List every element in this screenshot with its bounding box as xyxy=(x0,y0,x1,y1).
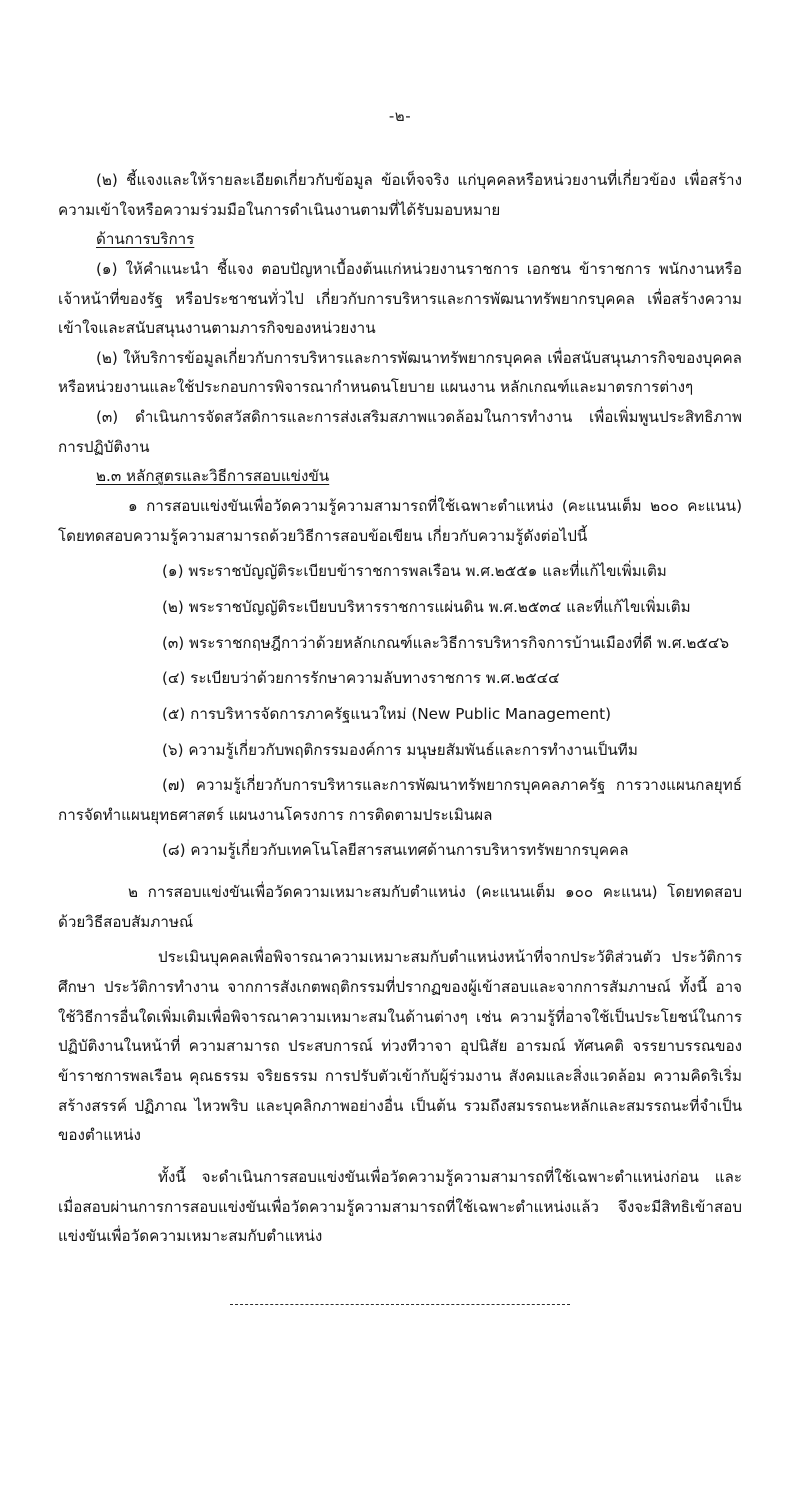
heading-exam-curriculum-label: ๒.๓ หลักสูตรและวิธีการสอบแข่งขัน xyxy=(96,467,330,486)
paragraph-service-1: (๑) ให้คำแนะนำ ชี้แจง ตอบปัญหาเบื้องต้นแก่หน่วยงานราชการ เอกชน ข้าราชการ พนักงานหรือเจ้าหน้าที่ของรัฐ หรือประชาชนทั่วไป เกี่ยวกับการบริหารและการพัฒนาทรัพยากรบุคคล เพื่อสร้างความเข้าใจและสนับสนุนงานตามภารกิจของหน่วยงาน xyxy=(58,259,742,338)
list-item-subject-5: (๕) การบริหารจัดการภาครัฐแนวใหม่ (New Public Management) xyxy=(162,704,612,723)
paragraph-exam-part-1: ๑ การสอบแข่งขันเพื่อวัดความรู้ความสามารถที่ใช้เฉพาะตำแหน่ง (คะแนนเต็ม ๒๐๐ คะแนน) โดยทดสอบความรู้ความสามารถด้วยวิธีการสอบข้อเขียน เกี่ยวกับความรู้ดังต่อไปนี้ xyxy=(58,497,742,545)
paragraph-duty-2: (๒) ชี้แจงและให้รายละเอียดเกี่ยวกับข้อมูล ข้อเท็จจริง แก่บุคคลหรือหน่วยงานที่เกี่ยวข้อง เพื่อสร้างความเข้าใจหรือความร่วมมือในการดำเนินงานตามที่ได้รับมอบหมาย xyxy=(58,171,742,219)
spacer xyxy=(58,866,742,878)
paragraph-interview-criteria: ประเมินบุคคลเพื่อพิจารณาความเหมาะสมกับตำแหน่งหน้าที่จากประวัติส่วนตัว ประวัติการศึกษา ประวัติการทำงาน จากการสังเกตพฤติกรรมที่ปรากฏของผู้เข้าสอบและจากการสัมภาษณ์ ทั้งนี้ อาจใช้วิธีการอื่นใดเพิ่มเติมเพื่อพิจารณาความเหมาะสมในด้านต่างๆ เช่น ความรู้ที่อาจใช้เป็นประโยชน์ในการปฏิบัติงานในหน้าที่ ความสามารถ ประสบการณ์ ท่วงทีวาจา อุปนิสัย อารมณ์ ทัศนคติ จรรยาบรรณของข้าราชการพลเรือน คุณธรรม จริยธรรม การปรับตัวเข้ากับผู้ร่วมงาน สังคมและสิ่งแวดล้อม ความคิดริเริ่มสร้างสรรค์ ปฏิภาณ ไหวพริบ และบุคลิกภาพอย่างอื่น เป็นต้น รวมถึงสมรรถนะหลักและสมรรถนะที่จำเป็นของตำแหน่ง xyxy=(58,948,742,1145)
list-item-subject-6: (๖) ความรู้เกี่ยวกับพฤติกรรมองค์การ มนุษยสัมพันธ์และการทำงานเป็นทีม xyxy=(162,740,638,759)
list-item-subject-2: (๒) พระราชบัญญัติระเบียบบริหารราชการแผ่นดิน พ.ศ.๒๕๓๔ และที่แก้ไขเพิ่มเติม xyxy=(162,597,691,616)
paragraph-service-3: (๓) ดำเนินการจัดสวัสดิการและการส่งเสริมสภาพแวดล้อมในการทำงาน เพื่อเพิ่มพูนประสิทธิภาพการปฏิบัติงาน xyxy=(58,408,742,456)
document-body xyxy=(58,166,742,1305)
list-item-subject-1: (๑) พระราชบัญญัติระเบียบข้าราชการพลเรือน พ.ศ.๒๕๕๑ และที่แก้ไขเพิ่มเติม xyxy=(162,562,667,581)
heading-exam-curriculum xyxy=(58,462,742,492)
paragraph-service-2: (๒) ให้บริการข้อมูลเกี่ยวกับการบริหารและการพัฒนาทรัพยากรบุคคล เพื่อสนับสนุนภารกิจของบุคคลหรือหน่วยงานและใช้ประกอบการพิจารณากำหนดนโยบาย แผนงาน หลักเกณฑ์และมาตรการต่างๆ xyxy=(58,348,742,397)
list-item-subject-8: (๘) ความรู้เกี่ยวกับเทคโนโลยีสารสนเทศด้านการบริหารทรัพยากรบุคคล xyxy=(162,841,629,860)
page-number: -๒- xyxy=(388,107,412,125)
spacer xyxy=(58,1151,742,1163)
section-divider xyxy=(230,1304,570,1305)
paragraph-exam-part-2: ๒ การสอบแข่งขันเพื่อวัดความเหมาะสมกับตำแหน่ง (คะแนนเต็ม ๑๐๐ คะแนน) โดยทดสอบด้วยวิธีสอบสัมภาษณ์ xyxy=(58,883,742,931)
heading-service-section xyxy=(58,225,742,255)
list-item-subject-7: (๗) ความรู้เกี่ยวกับการบริหารและการพัฒนาทรัพยากรบุคคลภาครัฐ การวางแผนกลยุทธ์ การจัดทำแผนยุทธศาสตร์ แผนงานโครงการ การติดตามประเมินผล xyxy=(58,776,742,824)
list-item-subject-4: (๔) ระเบียบว่าด้วยการรักษาความลับทางราชการ พ.ศ.๒๕๔๔ xyxy=(162,669,560,688)
paragraph-exam-order-note: ทั้งนี้ จะดำเนินการสอบแข่งขันเพื่อวัดความรู้ความสามารถที่ใช้เฉพาะตำแหน่งก่อน และเมื่อสอบผ่านการการสอบแข่งขันเพื่อวัดความรู้ความสามารถที่ใช้เฉพาะตำแหน่งแล้ว จึงจะมีสิทธิเข้าสอบแข่งขันเพื่อวัดความเหมาะสมกับตำแหน่ง xyxy=(58,1167,742,1246)
list-item-subject-3: (๓) พระราชกฤษฎีกาว่าด้วยหลักเกณฑ์และวิธีการบริหารกิจการบ้านเมืองที่ดี พ.ศ.๒๕๔๖ xyxy=(162,633,729,652)
heading-service-label: ด้านการบริการ xyxy=(96,230,195,249)
